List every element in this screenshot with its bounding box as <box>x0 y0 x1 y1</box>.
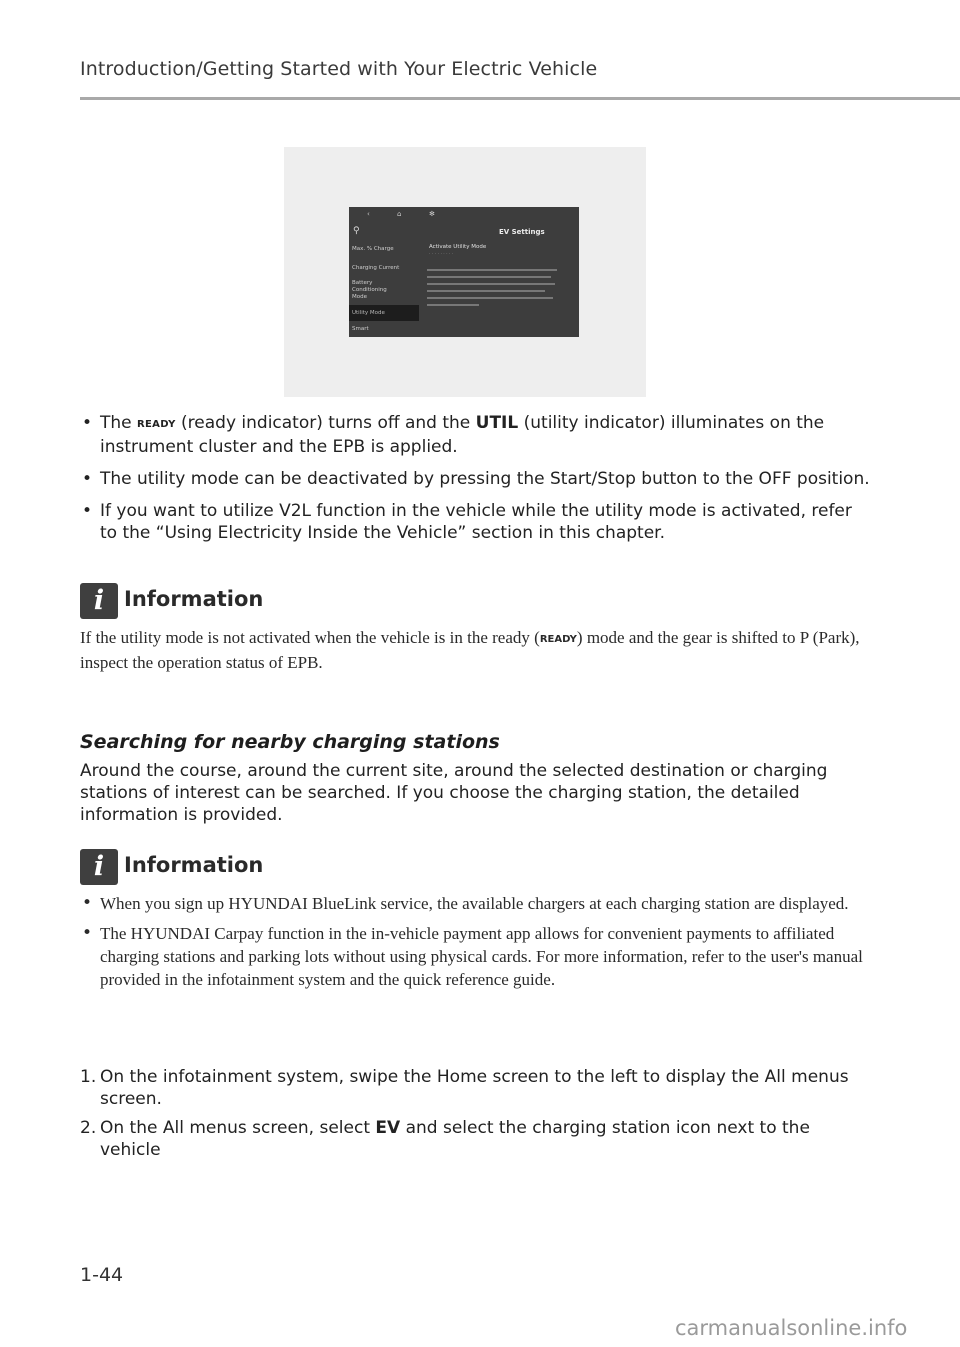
step-item: 2. On the All menus screen, select EV and select the charging station icon next to the vehicle <box>80 1118 810 1160</box>
watermark: carmanualsonline.info <box>675 1316 908 1340</box>
menu-item-max-charge: Max. % Charge <box>352 246 394 252</box>
information-icon: i <box>80 583 118 619</box>
settings-icon: ✻ <box>429 210 435 218</box>
utility-notes-list <box>80 412 870 554</box>
list-item: • The HYUNDAI Carpay function in the in-vehicle payment app allows for convenient payments to affiliated charging stations and parking lots without using physical cards. For more information, refer to the user's manual provided in the infotainment system and the quick reference guide. <box>82 923 863 989</box>
home-icon: ⌂ <box>397 210 402 218</box>
page-number: 1-44 <box>80 1264 124 1286</box>
menu-item-utility-mode: Utility Mode <box>349 305 419 321</box>
screen-figure <box>284 147 646 397</box>
blurred-text-line <box>427 276 551 278</box>
blurred-text-line <box>427 283 555 285</box>
information-icon: i <box>80 849 118 885</box>
list-item: • The READY (ready indicator) turns off and the UTIL (utility indicator) illuminates on the instrument cluster and the EPB is applied. <box>82 413 825 457</box>
step-item: 1. On the infotainment system, swipe the Home screen to the left to display the All menus screen. <box>80 1067 849 1109</box>
ready-indicator-icon: READY <box>539 634 577 645</box>
back-icon: ‹ <box>367 210 370 218</box>
section-paragraph: Around the course, around the current site, around the selected destination or charging stations of interest can be searched. If you choose the charging station, the detailed information is provided. <box>80 761 828 825</box>
utility-mode-heading: Activate Utility Mode <box>429 244 487 250</box>
information-list <box>80 892 870 998</box>
information-title: Information <box>124 853 264 877</box>
list-item: • When you sign up HYUNDAI BlueLink service, the available chargers at each charging station are displayed. <box>82 893 849 913</box>
blurred-text-line <box>427 269 557 271</box>
utility-mode-subtitle: · · · · · · · · · <box>429 252 454 257</box>
menu-item-battery-conditioning: Battery Conditioning Mode <box>352 280 387 300</box>
ready-indicator-icon: READY <box>137 419 176 430</box>
search-icon: ⚲ <box>353 226 360 236</box>
section-heading: Searching for nearby charging stations <box>80 731 500 753</box>
list-item: • The utility mode can be deactivated by pressing the Start/Stop button to the OFF position. <box>82 469 870 489</box>
page-header-title: Introduction/Getting Started with Your Electric Vehicle <box>80 58 598 80</box>
information-title: Information <box>124 587 264 611</box>
blurred-text-line <box>427 290 545 292</box>
information-body: If the utility mode is not activated when the vehicle is in the ready (READY) mode and the gear is shifted to P (Park), inspect the operation status of EPB. <box>80 628 860 672</box>
blurred-text-line <box>427 304 479 306</box>
header-divider <box>80 97 960 100</box>
menu-item-charging-current: Charging Current <box>352 265 400 271</box>
menu-item-smart: Smart <box>352 326 369 332</box>
screen-title: EV Settings <box>499 228 545 236</box>
list-item: • If you want to utilize V2L function in the vehicle while the utility mode is activated, refer to the “Using Electricity Inside the Vehicle” section in this chapter. <box>82 501 852 543</box>
steps-list <box>80 1066 870 1168</box>
infotainment-screen <box>349 207 579 337</box>
blurred-text-line <box>427 297 553 299</box>
